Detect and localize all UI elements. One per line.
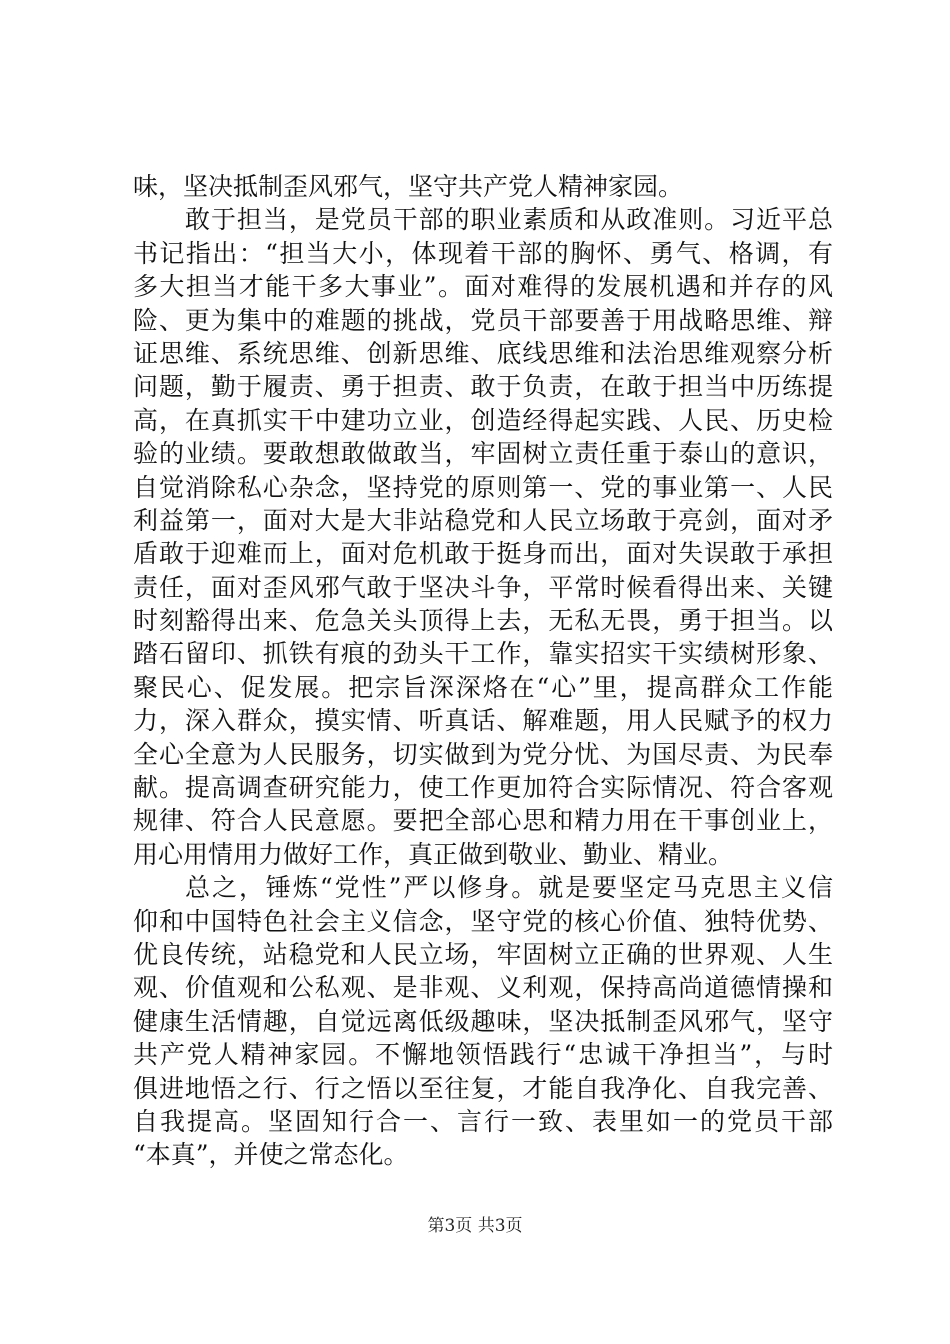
text-line: 优良传统，站稳党和人民立场，牢固树立正确的世界观、人生 — [133, 939, 833, 969]
paragraph-summary — [133, 871, 833, 1172]
text-line: 验的业绩。要敢想敢做敢当，牢固树立责任重于泰山的意识， — [133, 439, 833, 469]
paragraph-continuation — [133, 170, 833, 203]
text-line: 高，在真抓实干中建功立业，创造经得起实践、人民、历史检 — [133, 405, 833, 435]
text-line: 多大担当才能干多大事业”。面对难得的发展机遇和并存的风 — [133, 272, 833, 302]
text-line: 健康生活情趣，自觉远离低级趣味，坚决抵制歪风邪气，坚守 — [133, 1006, 833, 1036]
text-line: 险、更为集中的难题的挑战，党员干部要善于用战略思维、辩 — [133, 305, 833, 335]
page-footer: 第3页 共3页 — [427, 1216, 523, 1236]
text-line: 证思维、系统思维、创新思维、底线思维和法治思维观察分析 — [133, 338, 833, 368]
text-line: 味，坚决抵制歪风邪气，坚守共产党人精神家园。 — [133, 172, 684, 201]
text-line: 踏石留印、抓铁有痕的劲头干工作，靠实招实干实绩树形象、 — [133, 639, 833, 669]
text-line: “本真”，并使之常态化。 — [133, 1140, 409, 1170]
text-line: 书记指出：“担当大小，体现着干部的胸怀、勇气、格调，有 — [133, 238, 833, 268]
text-line: 总之，锤炼“党性”严以修身。就是要坚定马克思主义信 — [185, 873, 833, 903]
text-line: 利益第一，面对大是大非站稳党和人民立场敢于亮剑，面对矛 — [133, 505, 833, 535]
text-line: 全心全意为人民服务，切实做到为党分忧、为国尽责、为民奉 — [133, 739, 833, 769]
text-line: 共产党人精神家园。不懈地领悟践行“忠诚干净担当”，与时 — [133, 1040, 833, 1070]
text-line: 时刻豁得出来、危急关头顶得上去，无私无畏，勇于担当。以 — [133, 606, 833, 636]
document-body — [133, 170, 833, 1172]
text-line: 力，深入群众，摸实情、听真话、解难题，用人民赋予的权力 — [133, 706, 833, 736]
text-line: 盾敢于迎难而上，面对危机敢于挺身而出，面对失误敢于承担 — [133, 539, 833, 569]
text-line: 规律、符合人民意愿。要把全部心思和精力用在干事创业上， — [133, 806, 833, 836]
paragraph-dare-to-take-responsibility — [133, 203, 833, 871]
text-line: 俱进地悟之行、行之悟以至往复，才能自我净化、自我完善、 — [133, 1073, 833, 1103]
text-line: 自我提高。坚固知行合一、言行一致、表里如一的党员干部 — [133, 1106, 833, 1136]
text-line: 聚民心、促发展。把宗旨深深烙在“心”里，提高群众工作能 — [133, 672, 833, 702]
text-line: 责任，面对歪风邪气敢于坚决斗争，平常时候看得出来、关键 — [133, 572, 833, 602]
text-line: 观、价值观和公私观、是非观、义利观，保持高尚道德情操和 — [133, 973, 833, 1003]
text-line: 用心用情用力做好工作，真正做到敬业、勤业、精业。 — [133, 839, 734, 869]
text-line: 献。提高调查研究能力，使工作更加符合实际情况、符合客观 — [133, 773, 833, 803]
text-line: 问题，勤于履责、勇于担责、敢于负责，在敢于担当中历练提 — [133, 372, 833, 402]
text-line: 敢于担当，是党员干部的职业素质和从政准则。习近平总 — [185, 205, 833, 235]
text-line: 仰和中国特色社会主义信念，坚守党的核心价值、独特优势、 — [133, 906, 833, 936]
text-line: 自觉消除私心杂念，坚持党的原则第一、党的事业第一、人民 — [133, 472, 833, 502]
